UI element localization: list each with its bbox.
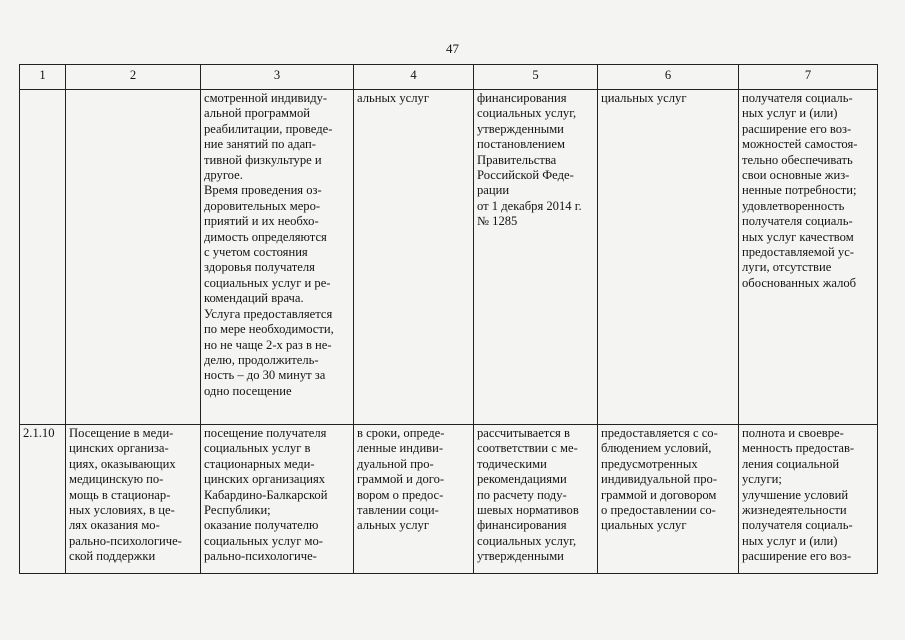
column-header: 7 [739,65,878,90]
row-number-cell [20,90,66,425]
service-name-cell: Посещение в меди- цинских организа- циях, оказывающих медицинскую по- мощь в стационар- ных условиях, в це- лях оказания мо- рально-психологиче- ской поддержки [66,425,201,574]
tariff-cell: рассчитывается в соответствии с ме- тодическими рекомендациями по расчету поду- шевых нормативов финансирования социальных услуг, утвержденными [474,425,598,574]
row-number-cell: 2.1.10 [20,425,66,574]
tariff-cell: финансирования социальных услуг, утвержденными постановлением Правительства Российской Феде- рации от 1 декабря 2014 г. № 1285 [474,90,598,425]
service-description-cell: смотренной индивиду- альной программой реабилитации, проведе- ние занятий по адап- тивной физкультуре и другое. Время проведения оз- доровительных меро- приятий и их необхо- димость определяются с учетом состояния здоровья получателя социальных услуг и ре- комендаций врача. Услуга предоставляется по мере необходимости, но не чаще 2-х раз в не- делю, продолжитель- ность – до 30 минут за одно посещение [201,90,354,425]
column-header: 3 [201,65,354,90]
service-terms-cell: альных услуг [354,90,474,425]
column-header: 6 [598,65,739,90]
conditions-cell: предоставляется с со- блюдением условий, предусмотренных индивидуальной про- граммой и договором о предоставлении со- циальных услуг [598,425,739,574]
table-row [20,90,878,425]
table-header-row [20,65,878,90]
page-number: 47 [446,41,459,56]
quality-indicators-cell: полнота и своевре- менность предостав- ления социальной услуги; улучшение условий жизнедеятельности получателя социаль- ных услуг и (или) расширение его воз- [739,425,878,574]
column-header: 5 [474,65,598,90]
conditions-cell: циальных услуг [598,90,739,425]
quality-indicators-cell: получателя социаль- ных услуг и (или) расширение его воз- можностей самостоя- тельно обеспечивать свои основные жиз- ненные потребности; удовлетворенность получателя социаль- ных услуг качеством предоставляемой ус- луги, отсутствие обоснованных жалоб [739,90,878,425]
service-description-cell: посещение получателя социальных услуг в стационарных меди- цинских организациях Кабардино-Балкарской Республики; оказание получателю социальных услуг мо- рально-психологиче- [201,425,354,574]
column-header: 1 [20,65,66,90]
column-header: 2 [66,65,201,90]
service-name-cell [66,90,201,425]
services-table [19,64,878,574]
service-terms-cell: в сроки, опреде- ленные индиви- дуальной про- граммой и дого- вором о предос- тавлении соци- альных услуг [354,425,474,574]
column-header: 4 [354,65,474,90]
table-row [20,425,878,574]
